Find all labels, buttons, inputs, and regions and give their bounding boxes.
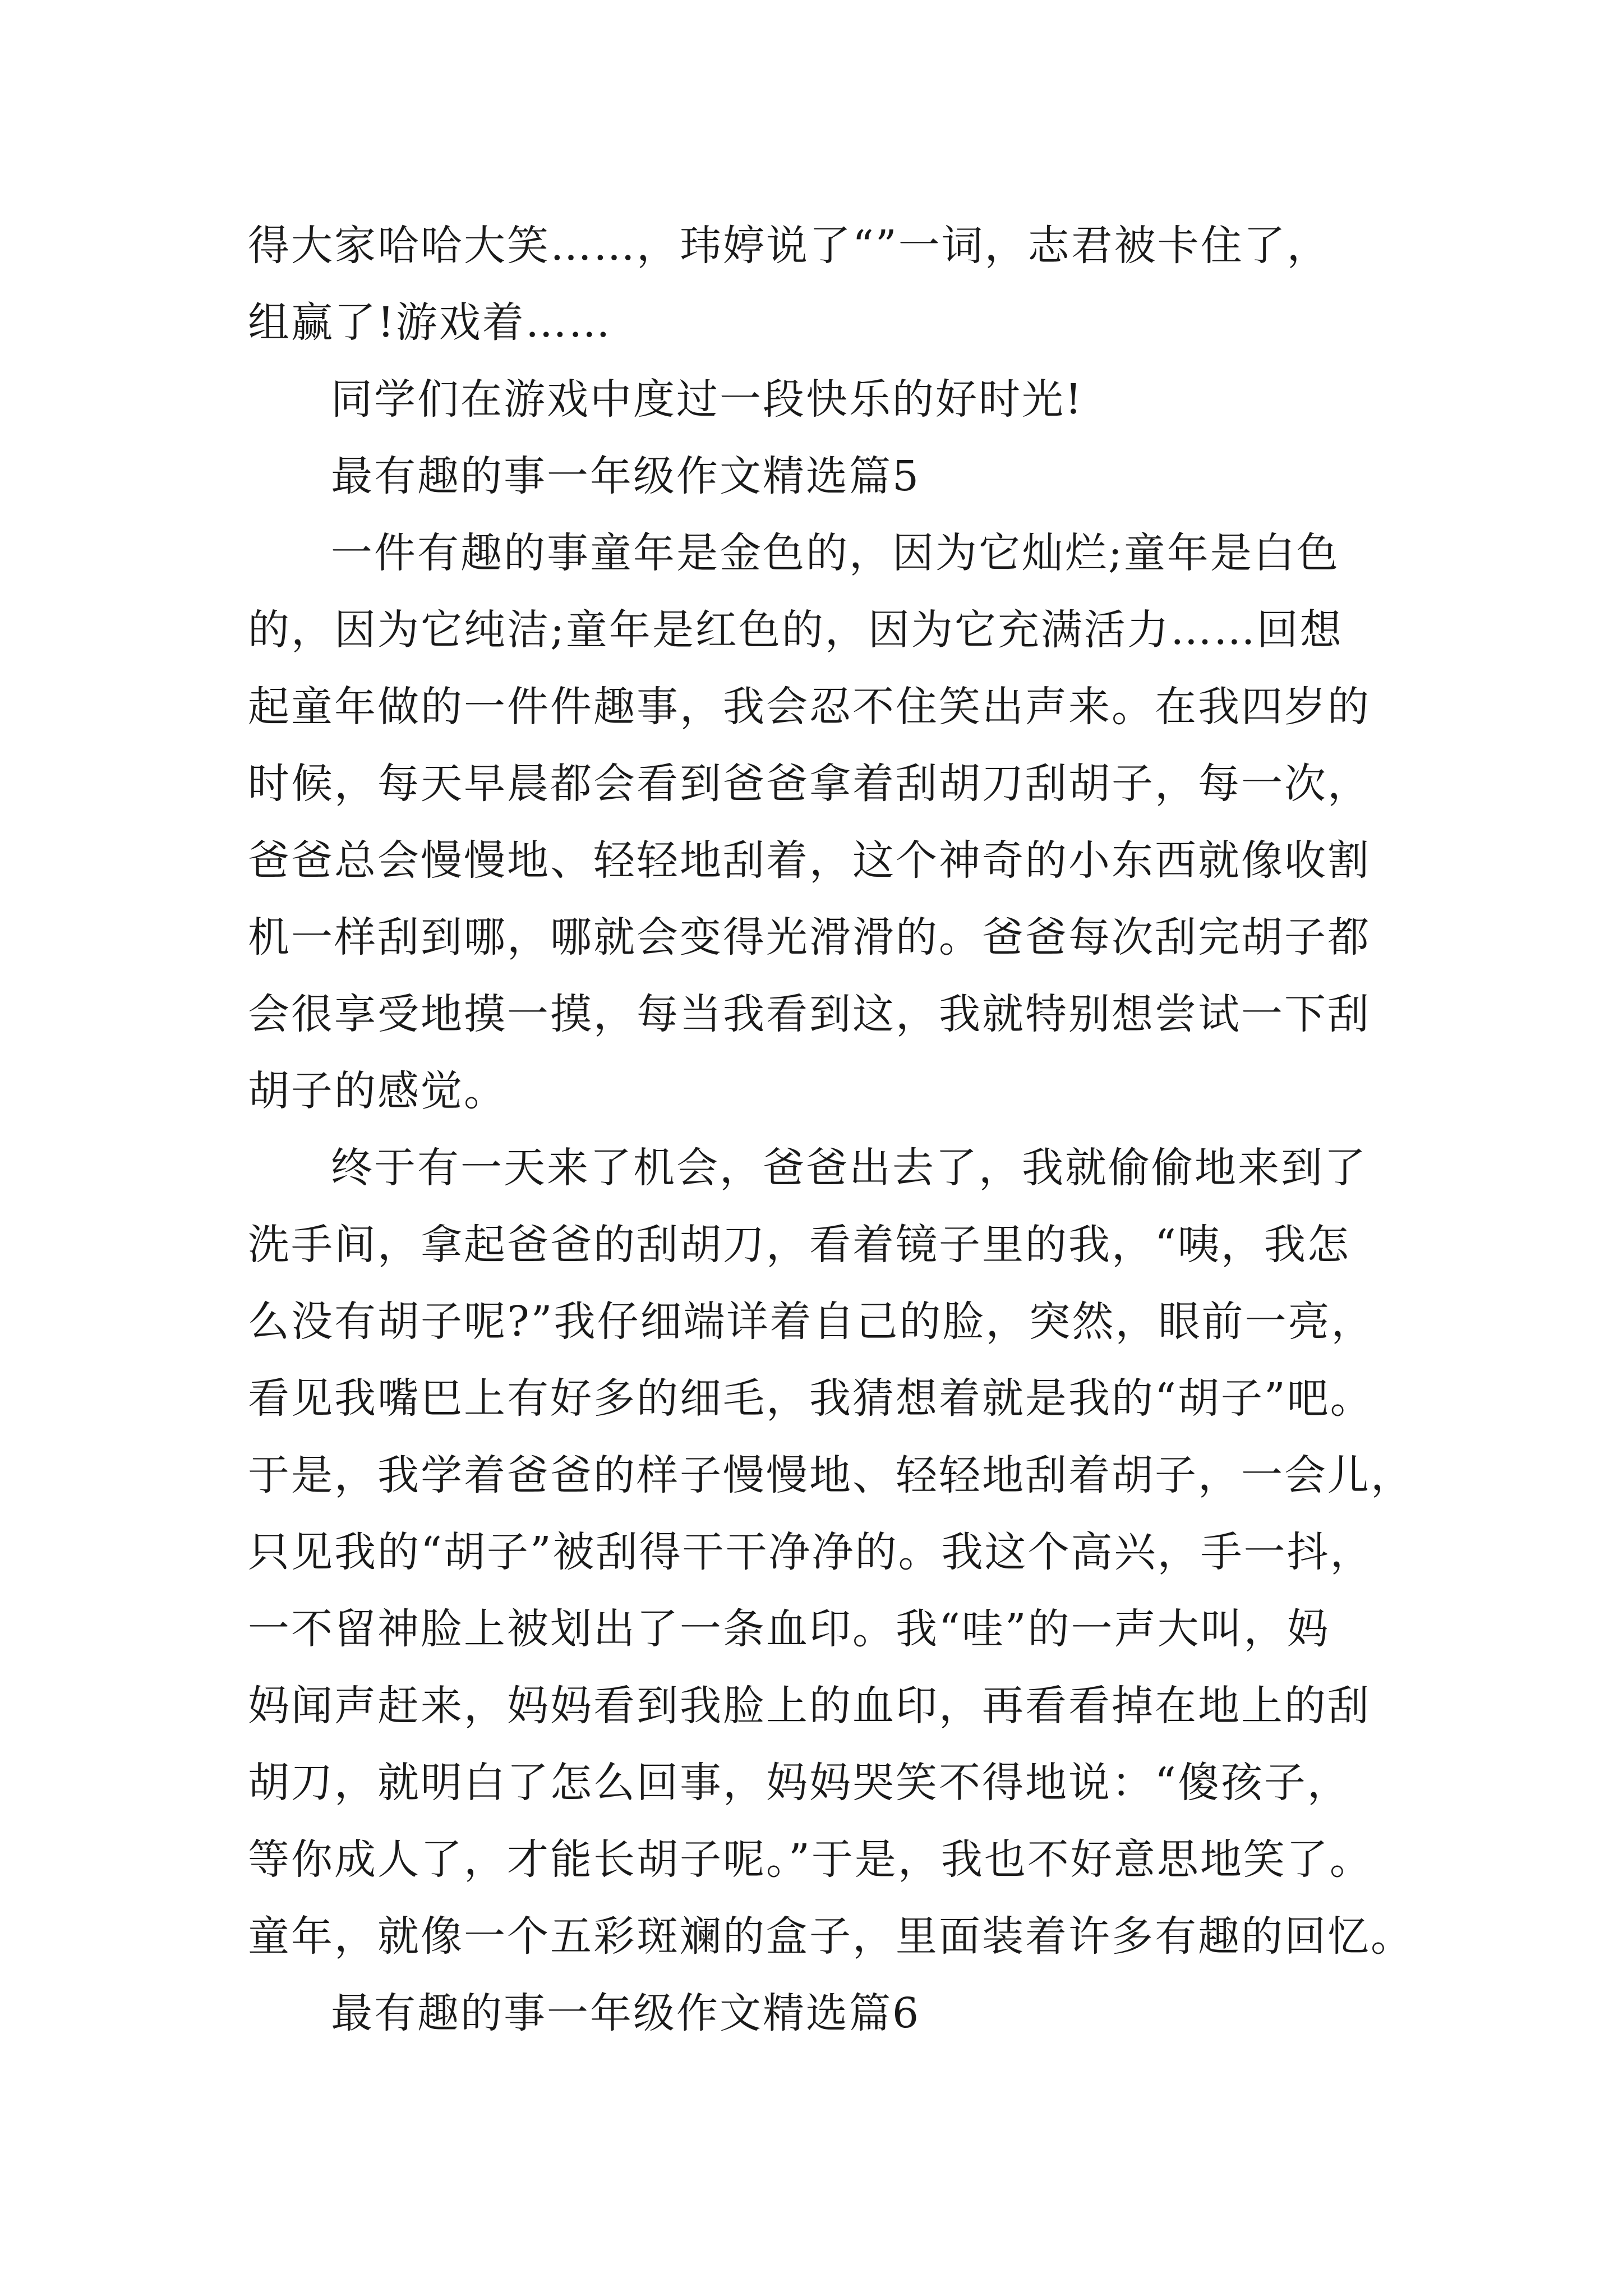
text-line: 胡刀，就明白了怎么回事，妈妈哭笑不得地说：“傻孩子， bbox=[248, 1759, 1350, 1807]
text-line: 等你成人了，才能长胡子呢。”于是，我也不好意思地笑了。 bbox=[248, 1835, 1373, 1884]
paragraph-start-line: 同学们在游戏中度过一段快乐的好时光! bbox=[331, 375, 1083, 424]
text-line: 机一样刮到哪，哪就会变得光滑滑的。爸爸每次刮完胡子都 bbox=[248, 913, 1371, 961]
text-line: 洗手间，拿起爸爸的刮胡刀，看着镜子里的我，“咦，我怎 bbox=[248, 1221, 1350, 1269]
text-line: 么没有胡子呢?”我仔细端详着自己的脸，突然，眼前一亮， bbox=[248, 1297, 1375, 1346]
text-line: 胡子的感觉。 bbox=[248, 1067, 507, 1115]
text-line: 于是，我学着爸爸的样子慢慢地、轻轻地刮着胡子，一会儿， bbox=[248, 1451, 1414, 1499]
text-line: 时候，每天早晨都会看到爸爸拿着刮胡刀刮胡子，每一次， bbox=[248, 760, 1371, 808]
text-line: 会很享受地摸一摸，每当我看到这，我就特别想尝试一下刮 bbox=[248, 990, 1371, 1038]
text-line: 妈闻声赶来，妈妈看到我脸上的血印，再看看掉在地上的刮 bbox=[248, 1682, 1371, 1730]
text-line: 童年，就像一个五彩斑斓的盒子，里面装着许多有趣的回忆。 bbox=[248, 1912, 1414, 1961]
text-line: 起童年做的一件件趣事，我会忍不住笑出声来。在我四岁的 bbox=[248, 683, 1371, 731]
text-line: 组赢了!游戏着…… bbox=[248, 298, 612, 347]
text-line: 的，因为它纯洁;童年是红色的，因为它充满活力……回想 bbox=[248, 606, 1343, 654]
text-line: 看见我嘴巴上有好多的细毛，我猜想着就是我的“胡子”吧。 bbox=[248, 1374, 1373, 1423]
text-line: 得大家哈哈大笑……，玮婷说了“”一词，志君被卡住了， bbox=[248, 222, 1330, 270]
section-heading: 最有趣的事一年级作文精选篇5 bbox=[331, 452, 921, 500]
document-body bbox=[248, 208, 1426, 2052]
text-line: 爸爸总会慢慢地、轻轻地刮着，这个神奇的小东西就像收割 bbox=[248, 836, 1371, 885]
paragraph-start-line: 一件有趣的事童年是金色的，因为它灿烂;童年是白色 bbox=[331, 529, 1340, 577]
paragraph-start-line: 终于有一天来了机会，爸爸出去了，我就偷偷地来到了 bbox=[331, 1144, 1367, 1192]
text-line: 只见我的“胡子”被刮得干干净净的。我这个高兴，手一抖， bbox=[248, 1528, 1373, 1576]
text-line: 一不留神脸上被划出了一条血印。我“哇”的一声大叫，妈 bbox=[248, 1605, 1330, 1653]
section-heading: 最有趣的事一年级作文精选篇6 bbox=[331, 1989, 921, 2037]
